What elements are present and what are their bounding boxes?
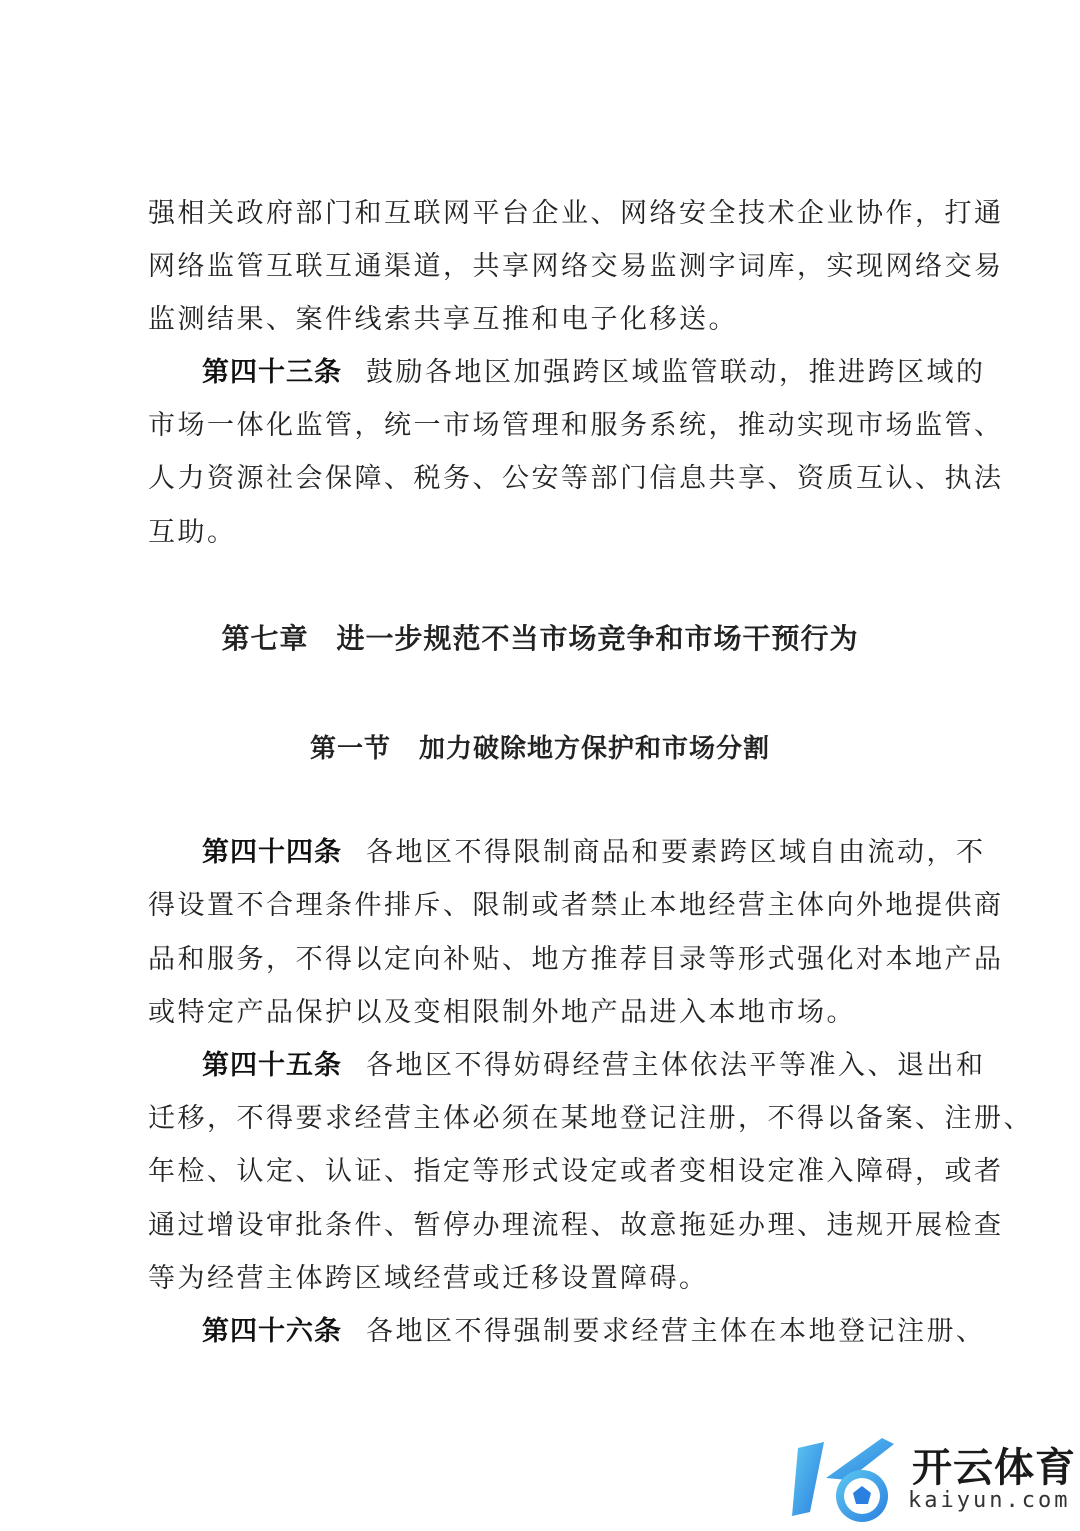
chapter-title: 进一步规范不当市场竞争和市场干预行为 — [336, 622, 859, 655]
article-text: 各地区不得限制商品和要素跨区域自由流动，不 — [366, 837, 986, 868]
text-line: 或特定产品保护以及变相限制外地产品进入本地市场。 — [148, 997, 856, 1028]
article-46-first-line — [202, 1312, 992, 1352]
k-ball-icon — [790, 1430, 910, 1527]
article-label: 第四十五条 — [202, 1050, 342, 1081]
watermark-name: 开云体育 — [912, 1445, 1076, 1491]
article-45-first-line — [202, 1046, 992, 1086]
article-44-first-line — [202, 833, 992, 873]
text-line: 人力资源社会保障、税务、公安等部门信息共享、资质互认、执法 — [148, 463, 1004, 494]
watermark-url: kaiyun.com — [908, 1488, 1071, 1513]
section-heading — [0, 728, 1080, 765]
chapter-number: 第七章 — [221, 622, 309, 655]
text-line: 年检、认定、认证、指定等形式设定或者变相设定准入障碍，或者 — [148, 1156, 1004, 1187]
section-number: 第一节 — [309, 734, 391, 764]
text-line: 互助。 — [148, 517, 237, 548]
article-43-first-line — [202, 353, 992, 393]
text-line: 通过增设审批条件、暂停办理流程、故意拖延办理、违规开展检查 — [148, 1210, 1004, 1241]
text-line: 网络监管互联互通渠道，共享网络交易监测字词库，实现网络交易 — [148, 251, 1004, 282]
watermark-logo — [790, 1430, 1080, 1527]
section-title: 加力破除地方保护和市场分割 — [419, 734, 771, 764]
text-line: 得设置不合理条件排斥、限制或者禁止本地经营主体向外地提供商 — [148, 890, 1004, 921]
article-label: 第四十三条 — [202, 357, 342, 388]
text-line: 监测结果、案件线索共享互推和电子化移送。 — [148, 304, 738, 335]
text-line: 市场一体化监管，统一市场管理和服务系统，推动实现市场监管、 — [148, 410, 1004, 441]
article-text: 各地区不得妨碍经营主体依法平等准入、退出和 — [366, 1050, 986, 1081]
text-line: 强相关政府部门和互联网平台企业、网络安全技术企业协作，打通 — [148, 198, 1004, 229]
text-line: 等为经营主体跨区域经营或迁移设置障碍。 — [148, 1263, 709, 1294]
text-line: 迁移，不得要求经营主体必须在某地登记注册，不得以备案、注册、 — [148, 1103, 1033, 1134]
text-line: 品和服务，不得以定向补贴、地方推荐目录等形式强化对本地产品 — [148, 944, 1004, 975]
article-label: 第四十六条 — [202, 1316, 342, 1347]
article-text: 鼓励各地区加强跨区域监管联动，推进跨区域的 — [366, 357, 986, 388]
article-text: 各地区不得强制要求经营主体在本地登记注册、 — [366, 1316, 986, 1347]
article-label: 第四十四条 — [202, 837, 342, 868]
chapter-heading — [0, 617, 1080, 657]
